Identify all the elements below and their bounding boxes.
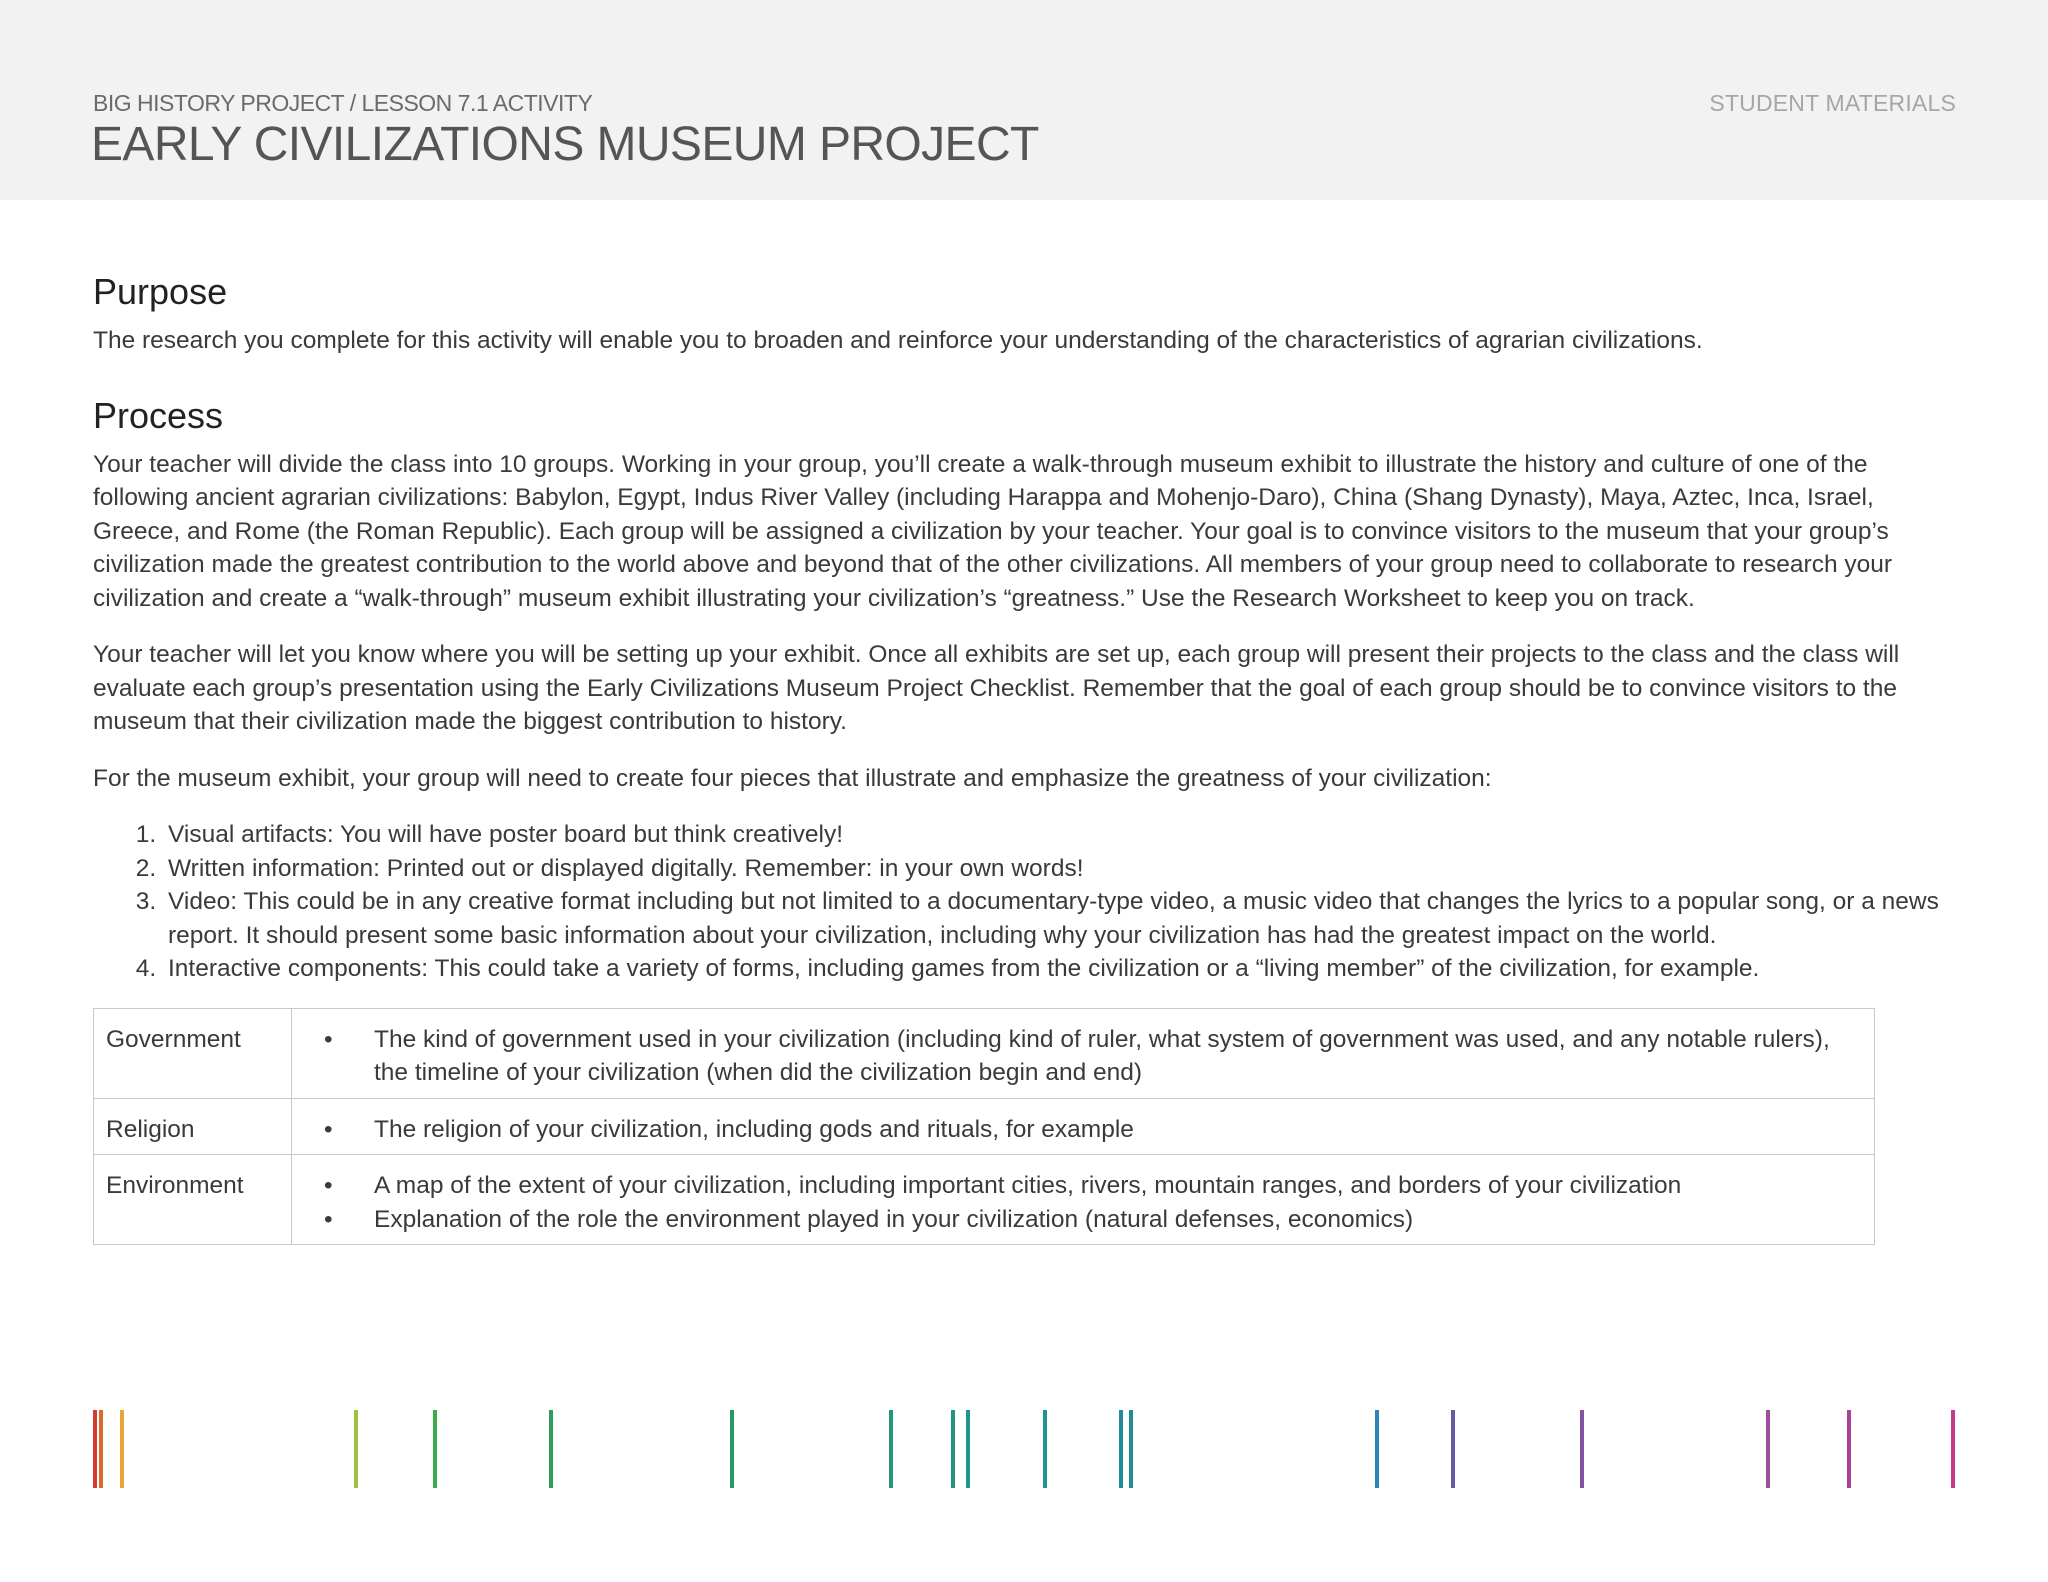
bullet-text: The kind of government used in your civilization (including kind of ruler, what system of government was used, and any notable rulers), the timeline of your civilization (when did the civilization begin and end) <box>374 1025 1830 1086</box>
page-title: EARLY CIVILIZATIONS MUSEUM PROJECT <box>91 118 1039 171</box>
timeline-bar <box>1375 1410 1379 1488</box>
bullet-icon: • <box>324 1025 333 1053</box>
timeline-bar <box>1580 1410 1584 1488</box>
list-item: 3. Video: This could be in any creative format including but not limited to a documentary-type video, a music video that changes the lyrics to a popular song, or a news report. It should present some basic information about your civilization, including why your civilization has had the greatest impact on the world. <box>163 885 1955 952</box>
bullet-item <box>324 1203 1862 1237</box>
timeline-bar <box>1043 1410 1047 1488</box>
bullet-text: Explanation of the role the environment played in your civilization (natural defenses, economics) <box>374 1205 1414 1233</box>
timeline-bar <box>1951 1410 1955 1488</box>
timeline-bar <box>433 1410 437 1488</box>
table-row <box>94 1008 1875 1098</box>
timeline-bar <box>730 1410 734 1488</box>
description-cell <box>292 1008 1875 1098</box>
timeline-bar <box>354 1410 358 1488</box>
timeline-bars-decoration <box>0 1410 2048 1490</box>
bullet-icon: • <box>324 1172 333 1199</box>
list-item: 2. Written information: Printed out or displayed digitally. Remember: in your own words! <box>163 852 1955 886</box>
description-cell <box>292 1155 1875 1245</box>
timeline-bar <box>1129 1410 1133 1488</box>
student-materials-label: STUDENT MATERIALS <box>1709 90 1956 116</box>
timeline-bar <box>1119 1410 1123 1488</box>
bullet-text: A map of the extent of your civilization, including important cities, rivers, mountain ranges, and borders of your civilization <box>374 1172 1682 1199</box>
timeline-bar <box>93 1410 97 1488</box>
process-heading: Process <box>93 394 224 436</box>
document-body <box>93 270 1955 1245</box>
list-item: 4. Interactive components: This could take a variety of forms, including games from the civilization or a “living member” of the civilization, for example. <box>163 952 1955 986</box>
timeline-bar <box>99 1410 103 1488</box>
description-cell <box>292 1098 1875 1155</box>
timeline-bar <box>966 1410 970 1488</box>
bullet-item <box>324 1023 1862 1090</box>
exhibit-pieces-list <box>93 818 1955 986</box>
purpose-text: The research you complete for this activity will enable you to broaden and reinforce your understanding of the characteristics of agrarian civilizations. <box>93 327 1703 354</box>
bullet-item <box>324 1169 1862 1203</box>
bullet-item <box>324 1113 1862 1147</box>
bullet-icon: • <box>324 1205 333 1233</box>
bullet-icon: • <box>324 1115 333 1143</box>
category-cell: Environment <box>94 1155 292 1245</box>
timeline-bar <box>1847 1410 1851 1488</box>
table-row <box>94 1098 1875 1155</box>
timeline-bar <box>1451 1410 1455 1488</box>
category-cell: Government <box>94 1008 292 1098</box>
requirements-table <box>93 1008 1875 1246</box>
timeline-bar <box>889 1410 893 1488</box>
process-paragraph-1: Your teacher will divide the class into 10 groups. Working in your group, you’ll create a walk-through museum exhibit to illustrate the history and culture of one of the following ancient agrarian civilizations: Babylon, Egypt, Indus River Valley (including Harappa and Mohenjo-Daro), China (Shang Dynasty), Maya, Aztec, Inca, Israel, Greece, and Rome (the Roman Republic). Each group will be assigned a civilization by your teacher. Your goal is to convince visitors to the museum that your group’s civilization made the greatest contribution to the world above and beyond that of the other civilizations. All members of your group need to collaborate to research your civilization and create a “walk-through” museum exhibit illustrating your civilization’s “greatness.” Use the Research Worksheet to keep you on track. <box>93 450 1893 612</box>
table-row <box>94 1155 1875 1245</box>
list-item: 1. Visual artifacts: You will have poster board but think creatively! <box>163 818 1955 852</box>
timeline-bar <box>1766 1410 1770 1488</box>
timeline-bar <box>951 1410 955 1488</box>
process-paragraph-2: Your teacher will let you know where you will be setting up your exhibit. Once all exhibits are set up, each group will present their projects to the class and the class will evaluate each group’s presentation using the Early Civilizations Museum Project Checklist. Remember that the goal of each group should be to convince visitors to the museum that their civilization made the biggest contribution to history. <box>93 641 1900 735</box>
bullet-text: The religion of your civilization, including gods and rituals, for example <box>374 1115 1134 1143</box>
purpose-heading: Purpose <box>93 271 228 312</box>
timeline-bar <box>549 1410 553 1488</box>
breadcrumb: BIG HISTORY PROJECT / LESSON 7.1 ACTIVITY <box>93 90 593 116</box>
timeline-bar <box>120 1410 124 1488</box>
process-paragraph-3: For the museum exhibit, your group will need to create four pieces that illustrate and emphasize the greatness of your civilization: <box>93 764 1492 792</box>
category-cell: Religion <box>94 1098 292 1155</box>
